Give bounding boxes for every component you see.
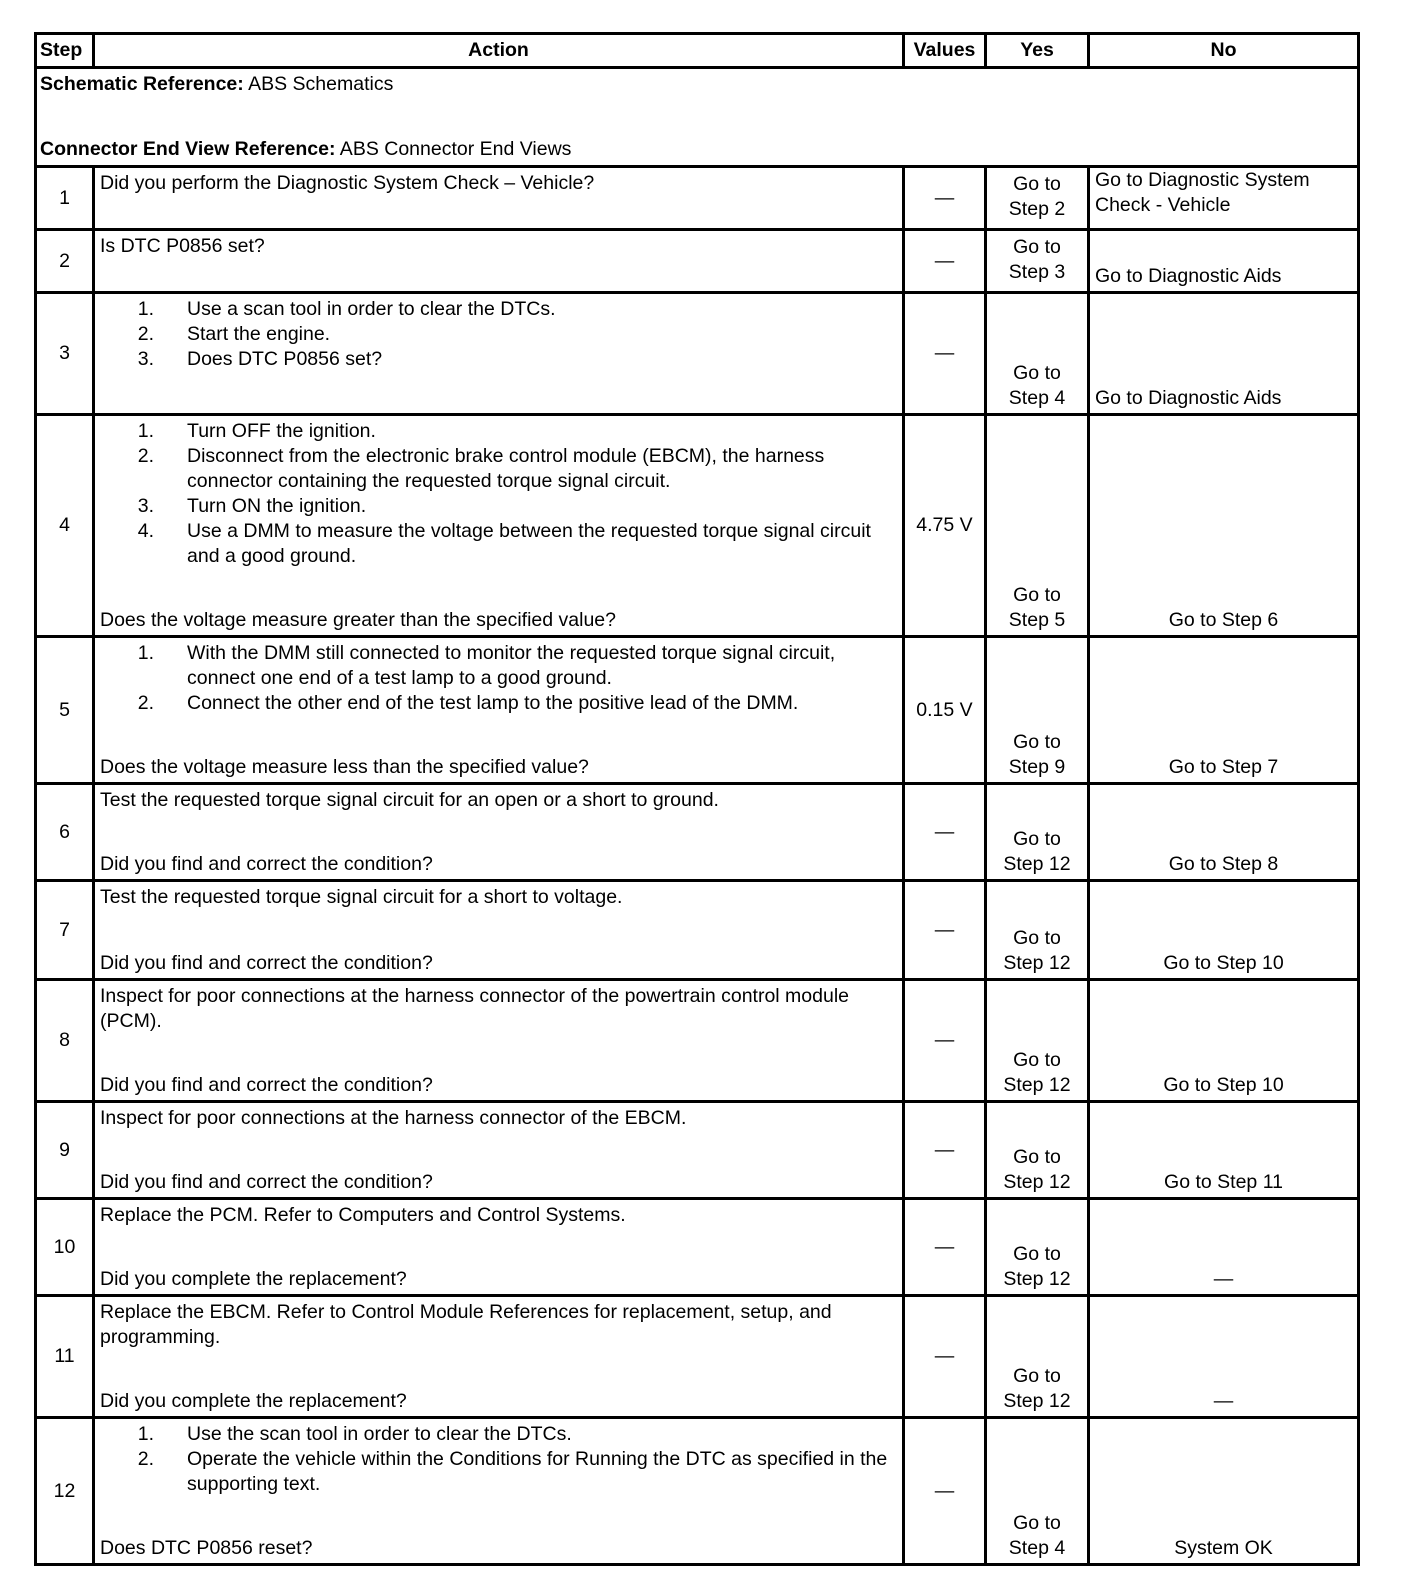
yes-link[interactable]: Go to Step 5 — [1008, 584, 1066, 631]
action-cell — [94, 1296, 904, 1418]
no-cell — [1089, 980, 1359, 1102]
value-cell: — — [904, 784, 986, 881]
connector-reference: Connector End View Reference: ABS Connector End Views — [40, 138, 572, 160]
header-step: Step — [36, 34, 94, 68]
action-question: Does the voltage measure greater than the specified value? — [100, 609, 616, 631]
action-cell — [94, 1199, 904, 1296]
table-row — [36, 1296, 1359, 1418]
no-cell — [1089, 167, 1359, 230]
yes-cell — [986, 637, 1089, 784]
header-no: No — [1089, 34, 1359, 68]
reference-row — [36, 68, 1359, 167]
no-cell — [1089, 415, 1359, 637]
value-cell: — — [904, 1102, 986, 1199]
action-step: 3. Does DTC P0856 set? — [137, 348, 383, 370]
step-number: 4 — [36, 415, 94, 637]
yes-cell — [986, 881, 1089, 980]
action-text: Test the requested torque signal circuit for an open or a short to ground. — [100, 789, 719, 811]
value-cell: — — [904, 980, 986, 1102]
action-step: 2. Operate the vehicle within the Conditions for Running the DTC as specified in the supporting text. — [137, 1448, 888, 1495]
action-question: Did you complete the replacement? — [100, 1268, 407, 1290]
yes-cell — [986, 293, 1089, 415]
no-cell — [1089, 293, 1359, 415]
action-question: Did you complete the replacement? — [100, 1390, 407, 1412]
step-number: 7 — [36, 881, 94, 980]
action-steps — [100, 297, 897, 372]
yes-cell — [986, 415, 1089, 637]
step-number: 6 — [36, 784, 94, 881]
yes-link[interactable]: Go to Step 12 — [1003, 828, 1071, 875]
no-link[interactable]: Go to Step 10 — [1163, 952, 1284, 974]
step-number: 8 — [36, 980, 94, 1102]
schematic-reference: Schematic Reference: ABS Schematics — [40, 73, 394, 95]
value-cell: — — [904, 293, 986, 415]
value-cell: — — [904, 167, 986, 230]
yes-cell — [986, 230, 1089, 293]
yes-cell — [986, 1418, 1089, 1565]
no-link[interactable]: — — [1213, 1268, 1234, 1290]
action-step: 2. Connect the other end of the test lamp to the positive lead of the DMM. — [137, 692, 799, 714]
step-number: 3 — [36, 293, 94, 415]
no-link[interactable]: Go to Diagnostic System Check - Vehicle — [1095, 169, 1310, 216]
action-cell — [94, 881, 904, 980]
step-number: 12 — [36, 1418, 94, 1565]
action-text: Is DTC P0856 set? — [100, 235, 265, 257]
step-number: 5 — [36, 637, 94, 784]
yes-link[interactable]: Go to Step 4 — [1008, 362, 1066, 409]
yes-link[interactable]: Go to Step 12 — [1003, 927, 1071, 974]
action-cell — [94, 980, 904, 1102]
action-cell — [94, 784, 904, 881]
yes-link[interactable]: Go to Step 2 — [1008, 173, 1066, 220]
no-cell — [1089, 1418, 1359, 1565]
action-cell — [94, 1102, 904, 1199]
action-steps — [100, 641, 897, 716]
no-link[interactable]: — — [1213, 1390, 1234, 1412]
action-step: 1. Use the scan tool in order to clear the DTCs. — [137, 1423, 572, 1445]
action-step: 2. Disconnect from the electronic brake control module (EBCM), the harness connector containing the requested torque signal circuit. — [137, 445, 825, 492]
action-step: 1. Turn OFF the ignition. — [137, 420, 376, 442]
yes-link[interactable]: Go to Step 12 — [1003, 1365, 1071, 1412]
no-cell — [1089, 784, 1359, 881]
action-question: Did you find and correct the condition? — [100, 853, 433, 875]
no-cell — [1089, 1102, 1359, 1199]
yes-cell — [986, 167, 1089, 230]
value-cell: — — [904, 1296, 986, 1418]
action-text: Inspect for poor connections at the harness connector of the powertrain control module (PCM). — [100, 985, 850, 1032]
header-yes: Yes — [986, 34, 1089, 68]
action-text: Replace the PCM. Refer to Computers and Control Systems. — [100, 1204, 626, 1226]
yes-link[interactable]: Go to Step 4 — [1008, 1512, 1066, 1559]
yes-cell — [986, 1199, 1089, 1296]
action-cell — [94, 167, 904, 230]
action-cell — [94, 230, 904, 293]
step-number: 11 — [36, 1296, 94, 1418]
action-cell — [94, 415, 904, 637]
yes-link[interactable]: Go to Step 12 — [1003, 1146, 1071, 1193]
value-cell: — — [904, 1199, 986, 1296]
action-steps — [100, 1422, 897, 1497]
action-question: Does DTC P0856 reset? — [100, 1537, 313, 1559]
table-row — [36, 1418, 1359, 1565]
action-question: Does the voltage measure less than the specified value? — [100, 756, 589, 778]
step-number: 1 — [36, 167, 94, 230]
value-cell: — — [904, 881, 986, 980]
action-step: 1. With the DMM still connected to monitor the requested torque signal circuit, connect one end of a test lamp to a good ground. — [137, 642, 836, 689]
table-row — [36, 784, 1359, 881]
no-link[interactable]: Go to Step 6 — [1168, 609, 1279, 631]
value-cell: — — [904, 1418, 986, 1565]
no-cell — [1089, 1199, 1359, 1296]
yes-link[interactable]: Go to Step 3 — [1008, 236, 1066, 283]
header-row — [36, 34, 1359, 68]
value-cell: 4.75 V — [904, 415, 986, 637]
no-link[interactable]: Go to Diagnostic Aids — [1095, 265, 1282, 287]
table-row — [36, 230, 1359, 293]
action-cell — [94, 293, 904, 415]
yes-link[interactable]: Go to Step 12 — [1003, 1049, 1071, 1096]
table-row — [36, 415, 1359, 637]
header-action: Action — [94, 34, 904, 68]
no-cell — [1089, 1296, 1359, 1418]
table-row — [36, 167, 1359, 230]
no-link[interactable]: Go to Step 7 — [1168, 756, 1279, 778]
no-cell — [1089, 881, 1359, 980]
step-number: 9 — [36, 1102, 94, 1199]
action-step: 2. Start the engine. — [137, 323, 331, 345]
yes-cell — [986, 1296, 1089, 1418]
action-text: Did you perform the Diagnostic System Check – Vehicle? — [100, 172, 595, 194]
no-link[interactable]: Go to Diagnostic Aids — [1095, 387, 1282, 409]
action-text: Replace the EBCM. Refer to Control Module References for replacement, setup, and programming. — [100, 1301, 832, 1348]
header-values: Values — [904, 34, 986, 68]
yes-link[interactable]: Go to Step 12 — [1003, 1243, 1071, 1290]
action-question: Did you find and correct the condition? — [100, 1074, 433, 1096]
table-row — [36, 1199, 1359, 1296]
action-step: 4. Use a DMM to measure the voltage between the requested torque signal circuit and a good ground. — [137, 520, 871, 567]
action-question: Did you find and correct the condition? — [100, 952, 433, 974]
value-cell: 0.15 V — [904, 637, 986, 784]
action-question: Did you find and correct the condition? — [100, 1171, 433, 1193]
no-link[interactable]: System OK — [1174, 1537, 1273, 1559]
no-link[interactable]: Go to Step 11 — [1164, 1171, 1283, 1193]
yes-link[interactable]: Go to Step 9 — [1008, 731, 1066, 778]
table-row — [36, 1102, 1359, 1199]
yes-cell — [986, 980, 1089, 1102]
action-steps — [100, 419, 897, 569]
diagnostic-table — [34, 32, 1360, 1566]
step-number: 10 — [36, 1199, 94, 1296]
action-step: 3. Turn ON the ignition. — [137, 495, 367, 517]
value-cell: — — [904, 230, 986, 293]
no-cell — [1089, 637, 1359, 784]
yes-cell — [986, 784, 1089, 881]
no-cell — [1089, 230, 1359, 293]
no-link[interactable]: Go to Step 10 — [1163, 1074, 1284, 1096]
step-number: 2 — [36, 230, 94, 293]
action-step: 1. Use a scan tool in order to clear the DTCs. — [137, 298, 556, 320]
action-cell — [94, 637, 904, 784]
action-text: Test the requested torque signal circuit for a short to voltage. — [100, 886, 623, 908]
table-row — [36, 293, 1359, 415]
table-row — [36, 881, 1359, 980]
table-row — [36, 980, 1359, 1102]
no-link[interactable]: Go to Step 8 — [1168, 853, 1279, 875]
action-text: Inspect for poor connections at the harness connector of the EBCM. — [100, 1107, 687, 1129]
table-row — [36, 637, 1359, 784]
yes-cell — [986, 1102, 1089, 1199]
action-cell — [94, 1418, 904, 1565]
